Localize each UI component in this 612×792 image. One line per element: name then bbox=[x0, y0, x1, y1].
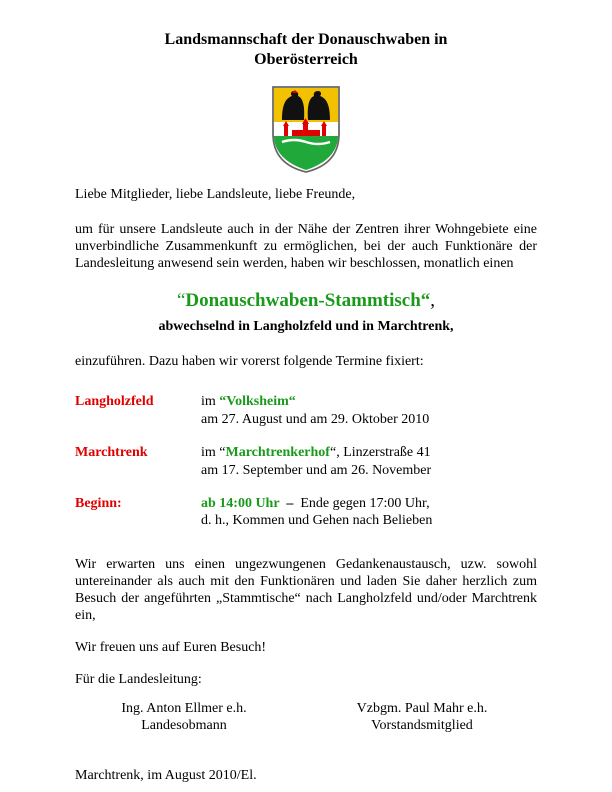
signature-left-name: Ing. Anton Ellmer e.h. bbox=[121, 701, 247, 716]
closing-line-3: Besuch der angeführten „Stammtische“ nach Langholzfeld und/oder Marchtrenk bbox=[75, 591, 537, 606]
venue-name-marchtrenkerhof: Marchtrenkerhof bbox=[225, 445, 330, 460]
label-langholzfeld: Langholzfeld bbox=[75, 394, 154, 409]
begin-note: d. h., Kommen und Gehen nach Belieben bbox=[201, 513, 433, 528]
venue-langholzfeld bbox=[201, 393, 296, 410]
event-name: Donauschwaben-Stammtisch bbox=[185, 290, 421, 311]
begin-time: ab 14:00 Uhr bbox=[201, 496, 280, 511]
begin-time-line bbox=[201, 495, 430, 512]
closing-line-4: ein, bbox=[75, 608, 96, 623]
for-leadership: Für die Landesleitung: bbox=[75, 672, 202, 687]
begin-dash: – bbox=[279, 496, 301, 511]
venue-quote-open: “ bbox=[219, 394, 227, 409]
signature-right-role: Vorstandsmitglied bbox=[371, 718, 473, 733]
coat-of-arms-icon bbox=[270, 84, 342, 174]
event-quote-open: “ bbox=[176, 290, 186, 311]
title-line-2: Oberösterreich bbox=[254, 51, 358, 68]
venue-quote-close: “ bbox=[288, 394, 296, 409]
signature-left-role: Landesobmann bbox=[141, 718, 227, 733]
intro-line-2: unverbindliche Zusammenkunft zu ermöglichen, bei der auch Funktionäre der bbox=[75, 239, 537, 254]
dates-langholzfeld: am 27. August und am 29. Oktober 2010 bbox=[201, 412, 430, 427]
venue-address: , Linzerstraße 41 bbox=[336, 445, 431, 460]
venue-name-volksheim: Volksheim bbox=[226, 394, 289, 409]
closing-line-2: untereinander als auch mit den Funktionären und laden Sie daher herzlich zum bbox=[75, 574, 537, 589]
intro-line-3: Landesleitung anwesend sein werden, haben wir beschlossen, monatlich einen bbox=[75, 256, 514, 271]
venue-quote-open: “ bbox=[219, 445, 226, 460]
venue-prefix: im bbox=[201, 394, 220, 409]
greeting: Liebe Mitglieder, liebe Landsleute, liebe Freunde, bbox=[75, 187, 356, 202]
end-time: Ende gegen 17:00 Uhr, bbox=[300, 496, 430, 511]
label-marchtrenk: Marchtrenk bbox=[75, 445, 148, 460]
event-title bbox=[0, 290, 612, 312]
venue-prefix: im bbox=[201, 445, 220, 460]
event-comma: , bbox=[430, 290, 436, 311]
after-event-text: einzuführen. Dazu haben wir vorerst folgende Termine fixiert: bbox=[75, 354, 424, 369]
footer-place-date: Marchtrenk, im August 2010/El. bbox=[75, 768, 257, 783]
closing-line-1: Wir erwarten uns einen ungezwungenen Gedankenaustausch, uzw. sowohl bbox=[75, 557, 537, 572]
event-quote-close: “ bbox=[420, 290, 431, 311]
signature-right-name: Vzbgm. Paul Mahr e.h. bbox=[356, 701, 488, 716]
intro-line-1: um für unsere Landsleute auch in der Nähe der Zentren ihrer Wohngebiete eine bbox=[75, 222, 537, 237]
venue-quote-close: “ bbox=[329, 445, 337, 460]
label-begin: Beginn: bbox=[75, 496, 122, 511]
venue-marchtrenk bbox=[201, 444, 431, 461]
dates-marchtrenk: am 17. September und am 26. November bbox=[201, 463, 432, 478]
title-line-1: Landsmannschaft der Donauschwaben in bbox=[164, 31, 448, 48]
event-subtitle: abwechselnd in Langholzfeld und in Marchtrenk, bbox=[158, 319, 454, 334]
looking-forward: Wir freuen uns auf Euren Besuch! bbox=[75, 640, 267, 655]
